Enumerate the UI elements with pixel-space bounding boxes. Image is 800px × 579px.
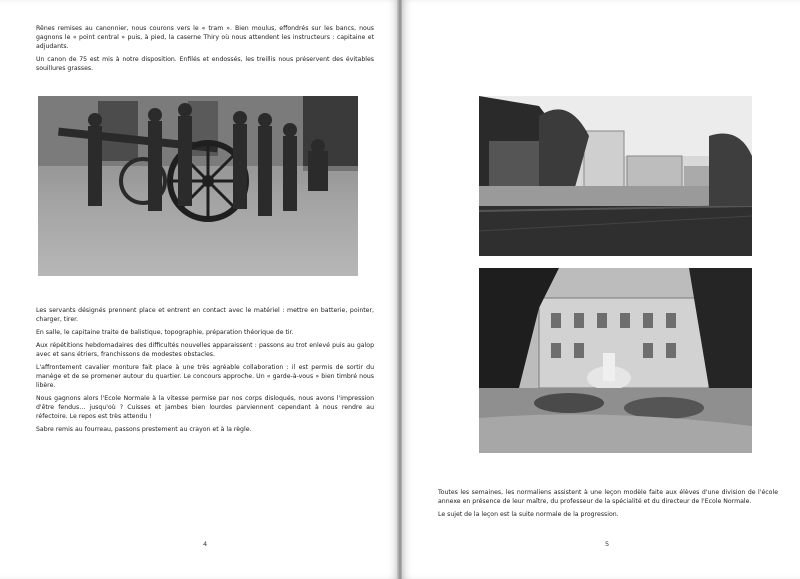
paragraph: Rênes remises au canonnier, nous courons vers le « tram ». Bien moulus, effondrés sur les bancs, nous gagnons le « point central » puis, à pied, la caserne Thiry où nous attendent les instructeurs : capitaine et adjudants. bbox=[36, 25, 374, 50]
paragraph: Nous gagnons alors l'Ecole Normale à la vitesse permise par nos corps disloqués, nous avons l'impression d'être fendus… jusqu'où ? Cuisses et jambes bien lourdes parviennent cependant à nous rendre au réfectoire. Le repos est très attendu ! bbox=[36, 395, 374, 420]
paragraph: En salle, le capitaine traite de balistique, topographie, préparation théorique de tir. bbox=[36, 329, 294, 336]
left-text-top bbox=[36, 24, 374, 77]
right-text bbox=[438, 488, 778, 523]
photo-school-courtyard bbox=[479, 268, 752, 453]
paragraph: L'affrontement cavalier monture fait place à une très agréable collaboration : il est permis de sortir du manège et de se promener autour du quartier. Le concours approche. Un « garde-à-vous » bien timbré nous libère. bbox=[36, 364, 374, 389]
paragraph: Toutes les semaines, les normaliens assistent à une leçon modèle faite aux élèves d'une division de l'école annexe en présence de leur maître, du professeur de la spécialité et du directeur de l'Ecole Normale. bbox=[438, 489, 778, 505]
paragraph: Un canon de 75 est mis à notre disposition. Enfilés et endossés, les treillis nous préservent des évitables souillures grasses. bbox=[36, 56, 374, 72]
left-page bbox=[0, 0, 398, 579]
left-text-bottom bbox=[36, 306, 374, 438]
paragraph: Les servants désignés prennent place et entrent en contact avec le matériel : mettre en batterie, pointer, charger, tirer. bbox=[36, 307, 374, 323]
page-number-right: 5 bbox=[605, 540, 610, 548]
paragraph: Le sujet de la leçon est la suite normale de la progression. bbox=[438, 511, 619, 518]
photo-cannon-crew bbox=[38, 96, 358, 276]
paragraph: Aux répétitions hebdomadaires des difficultés nouvelles apparaissent : passons au trot enlevé puis au galop avec et sans étriers, franchissons de modestes obstacles. bbox=[36, 342, 374, 358]
photo-street-buildings bbox=[479, 96, 752, 256]
paragraph: Sabre remis au fourreau, passons prestement au crayon et à la règle. bbox=[36, 426, 252, 433]
page-number-left: 4 bbox=[203, 540, 208, 548]
right-page bbox=[402, 0, 800, 579]
